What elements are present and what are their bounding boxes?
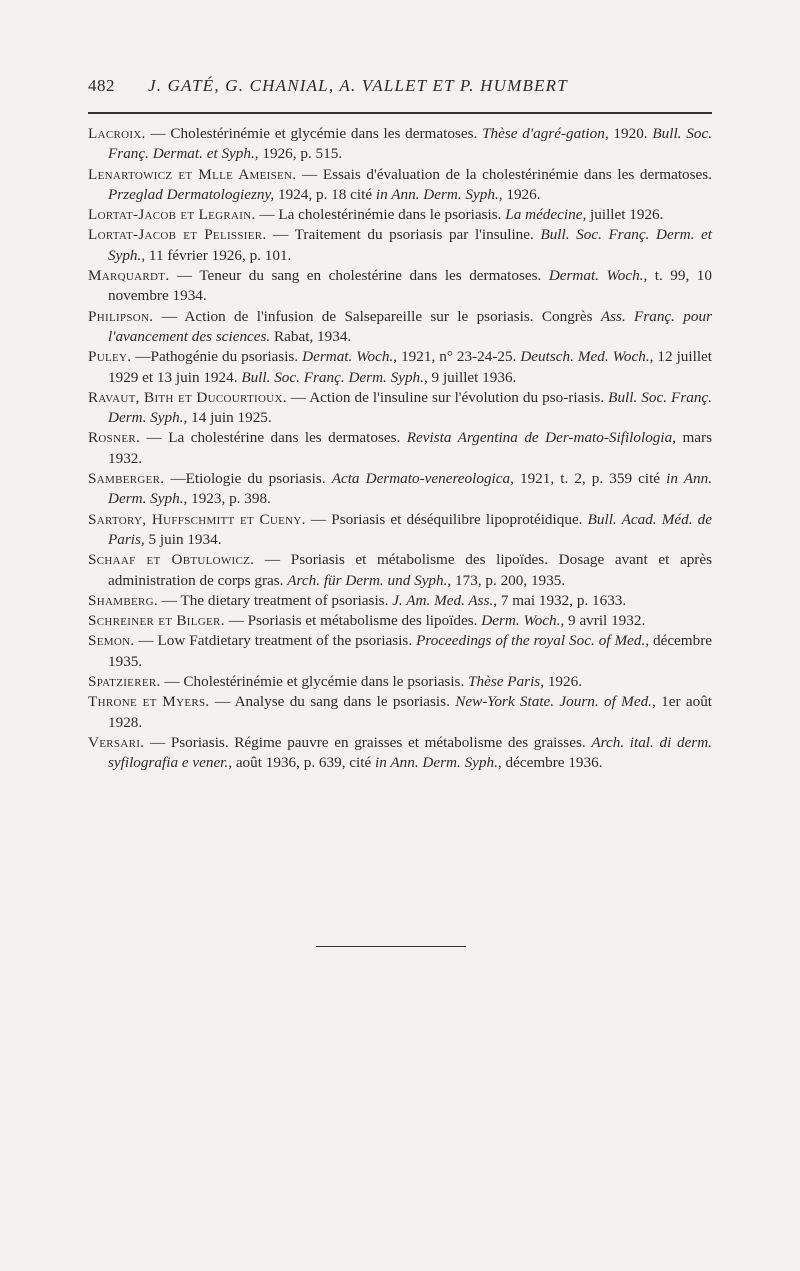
entry-source: Dermat. Woch.	[302, 348, 394, 366]
entry-source: Bull. Soc. Franç. Derm. et Syph.	[108, 226, 713, 264]
entry-text: Psoriasis et métabolisme des lipoïdes. Dosage avant et après administration de corps gras.	[108, 551, 712, 589]
entry-details: , 7 mai 1932, p. 1633.	[493, 591, 627, 609]
header-rule	[88, 112, 712, 114]
entry-authors: Puley.	[88, 348, 132, 366]
entry-details: juillet 1926.	[586, 206, 664, 224]
bibliography-entry	[88, 347, 712, 388]
bibliography-entry	[88, 165, 712, 206]
entry-source: in Ann. Derm. Syph.	[375, 754, 498, 772]
entry-authors: Semon.	[88, 632, 135, 650]
bibliography-entry	[88, 124, 712, 165]
entry-authors: Versari.	[88, 733, 145, 751]
entry-separator: —	[153, 307, 185, 325]
entry-separator: —	[169, 267, 200, 285]
entry-authors: Lortat-Jacob et Legrain.	[88, 206, 256, 224]
bibliography-entry	[88, 307, 712, 348]
entry-text: Etiologie du psoriasis.	[185, 470, 332, 488]
entry-separator: —	[164, 470, 186, 488]
entry-authors: Samberger.	[88, 470, 165, 488]
entry-source: Thèse Paris,	[468, 673, 545, 691]
entry-source: La médecine,	[505, 206, 587, 224]
entry-authors: Schaaf et Obtulowicz.	[88, 551, 255, 569]
entry-separator: —	[209, 693, 235, 711]
entry-authors: Rosner.	[88, 429, 141, 447]
entry-separator: —	[255, 206, 279, 224]
entry-source: Bull. Soc. Franç. Dermat. et Syph.	[108, 125, 712, 163]
entry-authors: Throne et Myers.	[88, 693, 210, 711]
bibliography-entry	[88, 550, 712, 591]
entry-separator: —	[305, 510, 332, 528]
entry-text: Low Fatdietary treatment of the psoriasis.	[157, 632, 417, 650]
bibliography-entry	[88, 469, 712, 510]
entry-source: Przeglad Dermatologiezny,	[108, 185, 275, 203]
entry-source: Bull. Acad. Méd. de Paris,	[108, 510, 713, 548]
entry-separator: —	[157, 591, 181, 609]
entry-separator: —	[160, 673, 184, 691]
entry-details: , 9 avril 1932.	[560, 612, 646, 630]
running-title: J. GATÉ, G. CHANIAL, A. VALLET ET P. HUMBERT	[148, 76, 568, 95]
running-header	[88, 76, 712, 100]
entry-source: Dermat. Woch.	[548, 267, 644, 285]
entry-details: , 12 juillet 1929 et 13 juin 1924.	[108, 348, 713, 386]
bibliography-entry	[88, 428, 712, 469]
entry-source: Bull. Soc. Franç. Derm. Syph.	[241, 368, 424, 386]
entry-source: Arch. für Derm. und Syph.	[287, 571, 448, 589]
entry-details: , 11 février 1926, p. 101.	[141, 246, 292, 264]
entry-details: 1920.	[608, 125, 653, 142]
entry-authors: Lortat-Jacob et Pelissier.	[88, 226, 267, 244]
entry-separator: —	[140, 429, 169, 447]
entry-text: Cholestérinémie et glycémie dans les dermatoses.	[170, 125, 483, 142]
entry-separator: —	[296, 165, 323, 183]
end-rule	[316, 946, 466, 947]
entry-details: 5 juin 1934.	[144, 530, 222, 548]
entry-text: La cholestérinémie dans le psoriasis.	[278, 206, 506, 224]
entry-details: 1921, t. 2, p. 359 cité	[513, 470, 667, 488]
entry-source: Derm. Woch.	[481, 612, 561, 630]
entry-source: in Ann. Derm. Syph.	[375, 185, 499, 203]
bibliography-entry	[88, 611, 712, 631]
page-number: 482	[88, 76, 115, 95]
entry-separator: —	[286, 388, 310, 406]
entry-details: , décembre 1936.	[497, 754, 603, 772]
entry-source: in Ann. Derm. Syph.	[108, 470, 712, 508]
entry-authors: Marquardt.	[88, 267, 170, 285]
entry-authors: Sartory, Huffschmitt et Cueny.	[88, 510, 306, 528]
entry-text: Action de l'insuline sur l'évolution du pso-riasis.	[309, 388, 609, 406]
entry-details: , 1926, p. 515.	[254, 145, 343, 163]
bibliography-entry	[88, 266, 712, 307]
bibliography-entry	[88, 631, 712, 672]
bibliography-entry	[88, 591, 712, 611]
entry-details: , août 1936, p. 639, cité	[228, 754, 376, 772]
entry-details: mars 1932.	[108, 429, 713, 467]
entry-separator: —	[134, 632, 158, 650]
entry-text: Essais d'évaluation de la cholestérinémie dans les dermatoses.	[322, 165, 713, 183]
entry-text: Traitement du psoriasis par l'insuline.	[294, 226, 541, 244]
entry-text: Psoriasis. Régime pauvre en graisses et métabolisme des graisses.	[170, 733, 592, 751]
bibliography-entry	[88, 672, 712, 692]
entry-source: Bull. Soc. Franç. Derm. Syph.	[108, 388, 712, 427]
entry-authors: Lenartowicz et Mlle Ameisen.	[88, 165, 297, 183]
entry-text: Teneur du sang en cholestérine dans les dermatoses.	[199, 267, 549, 285]
entry-details: , 1923, p. 398.	[183, 490, 271, 508]
bibliography-entry	[88, 733, 712, 774]
entry-source: Proceedings of the royal Soc. of Med.	[416, 632, 646, 650]
entry-text: Pathogénie du psoriasis.	[150, 348, 303, 366]
bibliography-entry	[88, 388, 712, 429]
entry-separator: —	[144, 733, 171, 751]
document-page	[88, 0, 712, 1271]
entry-source: New-York State. Journ. of Med.	[455, 693, 652, 711]
entry-source: Deutsch. Med. Woch.	[520, 348, 650, 366]
entry-text: The dietary treatment of psoriasis.	[180, 591, 393, 609]
entry-separator: —	[266, 226, 295, 244]
entry-source: Thèse d'agré-gation,	[482, 125, 609, 142]
entry-details: , 1921, n° 23-24-25.	[393, 348, 521, 366]
entry-details: 1924, p. 18 cité	[274, 185, 376, 203]
entry-authors: Lacroix.	[88, 125, 146, 142]
entry-text: Action de l'infusion de Salsepareille sur le psoriasis. Congrès	[184, 307, 601, 325]
entry-text: Cholestérinémie et glycémie dans le psoriasis.	[183, 673, 469, 691]
entry-source: Arch. ital. di derm. syfilografia e vener.	[108, 733, 712, 772]
entry-separator: —	[224, 612, 248, 630]
entry-details: , 1926.	[498, 185, 541, 203]
entry-details: , 1er août 1928.	[108, 693, 713, 731]
entry-details: , 173, p. 200, 1935.	[447, 571, 566, 589]
entry-source: J. Am. Med. Ass.	[392, 591, 494, 609]
bibliography-entry	[88, 510, 712, 551]
entry-separator: —	[254, 551, 291, 569]
entry-separator: —	[131, 348, 151, 366]
bibliography-entry	[88, 225, 712, 266]
bibliography-list	[88, 124, 712, 774]
entry-details: , t. 99, 10 novembre 1934.	[108, 267, 712, 305]
entry-separator: —	[145, 125, 171, 142]
entry-source: Ass. Franç. pour l'avancement des sciences.	[108, 307, 712, 345]
entry-text: Analyse du sang dans le psoriasis.	[234, 693, 456, 711]
entry-details: , décembre 1935.	[108, 632, 713, 670]
bibliography-entry	[88, 205, 712, 225]
entry-authors: Spatzierer.	[88, 673, 161, 691]
entry-text: La cholestérine dans les dermatoses.	[168, 429, 407, 447]
entry-text: Psoriasis et métabolisme des lipoïdes.	[247, 612, 482, 630]
entry-details: , 14 juin 1925.	[183, 409, 272, 427]
entry-authors: Schreiner et Bilger.	[88, 612, 225, 630]
entry-details: , 9 juillet 1936.	[423, 368, 517, 386]
entry-authors: Philipson.	[88, 307, 154, 325]
entry-authors: Shamberg.	[88, 591, 158, 609]
bibliography-entry	[88, 692, 712, 733]
entry-source: Acta Dermato-venereologica,	[331, 470, 514, 488]
entry-authors: Ravaut, Bith et Ducourtioux.	[88, 388, 287, 406]
entry-details: Rabat, 1934.	[270, 327, 352, 345]
entry-text: Psoriasis et déséquilibre lipoprotéidique.	[331, 510, 588, 528]
entry-source: Revista Argentina de Der-mato-Sifilologia,	[406, 429, 677, 447]
entry-details: 1926.	[544, 673, 582, 691]
